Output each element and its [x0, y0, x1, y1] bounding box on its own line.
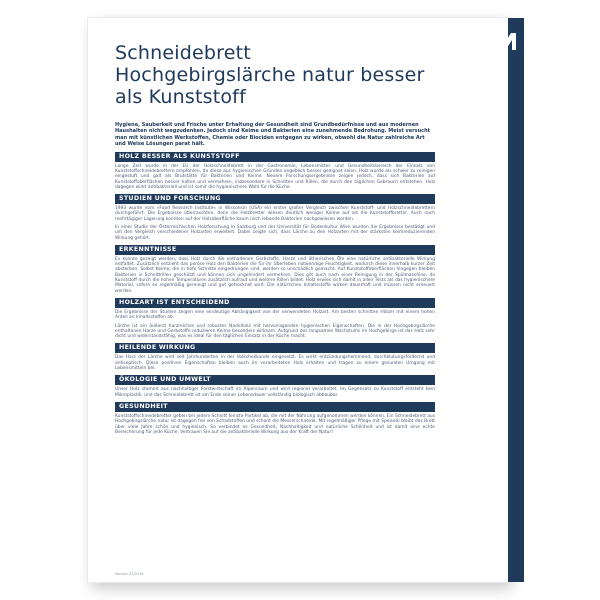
intro-paragraph: Hygiene, Sauberkeit und Frische unter Erhaltung der Gesundheit sind Grundbedürfnisse und aus modernen Haushalten nicht wegzudenken. Jedoch sind Keime und Bakterien eine zunehmende Bedrohung. Meist versucht man mit künstlichen Werkstoffen, Chemie oder Biociden entgegen zu wirken, obwohl die Natur zahlreiche Art und Weise Lösungen parat hält.: [115, 122, 431, 148]
section-paragraph: Lärche ist ein äußerst harzreiches und robustes Nadelholz mit hervorragenden hygienischen Eigenschaften. Die in der Hochgebirgslärche enthaltenen Harze und Gerbstoffe reduzieren Keime besonders wirksam. Aufgrund des langsamen Wachstums im Hochgebirge ist das Holz sehr dicht und widerstandsfähig, was es ideal für den täglichen Einsatz in der Küche macht.: [115, 323, 435, 340]
document-content: [115, 42, 435, 435]
section-paragraph: Kunststoffschneidebretter geben bei jedem Schnitt feinste Partikel ab, die mit der Nahrung aufgenommen werden können. Ein Schneidebrett aus Hochgebirgslärche natur ist dagegen frei von Schadstoffen und schont die Messerschneide. Mit regelmäßiger Pflege mit Speiseöl bleibt das Brett über viele Jahre schön und hygienisch. So verbindet es Gesundheit, Nachhaltigkeit und natürliche Schönheit und ist damit eine echte Bereicherung für jede Küche. Vertrauen Sie auf die antibakterielle Wirkung aus der Kraft der Natur!: [115, 413, 435, 435]
section: [115, 194, 435, 241]
section-paragraph: 1993 wurde vom »Food Research Institute« in Wisconsin (USA) ein erster großer Vergleich zwischen Kunststoff- und Holzschneidebrettern durchgeführt. Die Ergebnisse überraschten, denn die Holzbretter wiesen deutlich weniger Keime auf als die Kunststoffbretter. Auch nach mehrtägiger Lagerung konnten auf der Holzoberfläche kaum noch lebende Bakterien nachgewiesen werden.: [115, 206, 435, 222]
section-heading: STUDIEN UND FORSCHUNG: [115, 194, 435, 204]
section-paragraph: Lange Zeit wurde in der EU der Holzschneidebrett in der Gastronomie, Lebensmittel- und Gesundheitsbereich der Einsatz von Kunststoffschneidebrettern empfohlen, da diese aus hygienischen Gründen angeblich besser geeignet seien. Holz wurde als schwer zu reinigen eingestuft und galt als Brutstätte für Bakterien und Keime. Neuere Forschungsergebnisse zeigen jedoch, dass sich Bakterien auf Kunststoffoberflächen besser halten und vermehren, insbesondere in Schnitten und Rillen, die durch den täglichen Gebrauch entstehen. Holz dagegen wirkt antibakteriell und ist somit die hygienischere Wahl für die Küche.: [115, 163, 435, 190]
side-band: [508, 18, 524, 582]
section: [115, 375, 435, 398]
page-title: Schneidebrett Hochgebirgslärche natur besser als Kunststoff: [115, 42, 425, 108]
section-paragraph: Unser Holz stammt aus nachhaltiger Forstwirtschaft im Alpenraum und wird regional verarbeitet. Im Gegensatz zu Kunststoff entsteht kein Mikroplastik, und das Schneidebrett ist am Ende seiner Lebensdauer vollständig biologisch abbaubar.: [115, 387, 435, 398]
section-heading: HOLZART IST ENTSCHEIDEND: [115, 298, 435, 308]
section-heading: ERKENNTNISSE: [115, 245, 435, 255]
version-footer: Version 07/2019: [115, 572, 144, 576]
sections: [115, 152, 435, 436]
section-heading: HEILENDE WIRKUNG: [115, 343, 435, 353]
section: [115, 343, 435, 371]
section-heading: HOLZ BESSER ALS KUNSTSTOFF: [115, 152, 435, 162]
section-heading: GESUNDHEIT: [115, 402, 435, 412]
section-heading: ÖKOLOGIE UND UMWELT: [115, 375, 435, 385]
section-paragraph: Es konnte gezeigt werden, dass Holz durch die enthaltenen Gerbstoffe, Harze und ätherischen Öle eine natürliche antibakterielle Wirkung entfaltet. Zusätzlich entzieht das poröse Holz den Bakterien die für ihr Überleben notwendige Feuchtigkeit, wodurch diese innerhalb kurzer Zeit absterben. Selbst Keime, die in tiefe Schnitte eingedrungen sind, werden so unschädlich gemacht. Auf Kunststoffoberflächen hingegen bleiben Bakterien in Schnittrillen geschützt und können sich ungehindert vermehren. Dies gilt auch nach einer Reinigung in der Spülmaschine, da Kunststoff durch die hohen Temperaturen zusätzlich aufraut und weitere Rillen bildet. Holz erwies sich damit in allen Tests als das hygienischere Material, sofern es regelmäßig gereinigt und gut getrocknet wird. Die natürlichen Inhaltsstoffe wirken dauerhaft und müssen nicht erneuert werden.: [115, 256, 435, 294]
section-paragraph: Die Ergebnisse der Studien zeigen eine eindeutige Abhängigkeit von der verwendeten Holzart. Am besten schnitten Hölzer mit einem hohen Anteil an Inhaltsstoffen ab.: [115, 309, 435, 321]
section-paragraph: Das Harz der Lärche wird seit Jahrhunderten in der Volksheilkunde eingesetzt. Es wirkt entzündungshemmend, durchblutungsfördernd und antiseptisch. Diese positiven Eigenschaften bleiben auch im verarbeiteten Holz erhalten und tragen zu einem gesunden Umgang mit Lebensmitteln bei.: [115, 355, 435, 372]
section: [115, 245, 435, 294]
section: [115, 152, 435, 190]
brand-logo-icon: [493, 28, 519, 54]
section: [115, 298, 435, 339]
section: [115, 402, 435, 435]
side-title: INFORMATIONSBLATT zu "Großes Schneidebrett Hochgebirgslärche natur" [101207]: [436, 47, 451, 553]
section-paragraph: In einer Studie der Österreichischen Holzforschung in Salzburg und der Universität für Bodenkultur Wien wurden die Ergebnisse bestätigt und um den Vergleich verschiedener Holzarten erweitert. Dabei zeigte sich, dass Lärche zu den Holzarten mit der stärksten keimreduzierenden Wirkung gehört.: [115, 225, 435, 241]
